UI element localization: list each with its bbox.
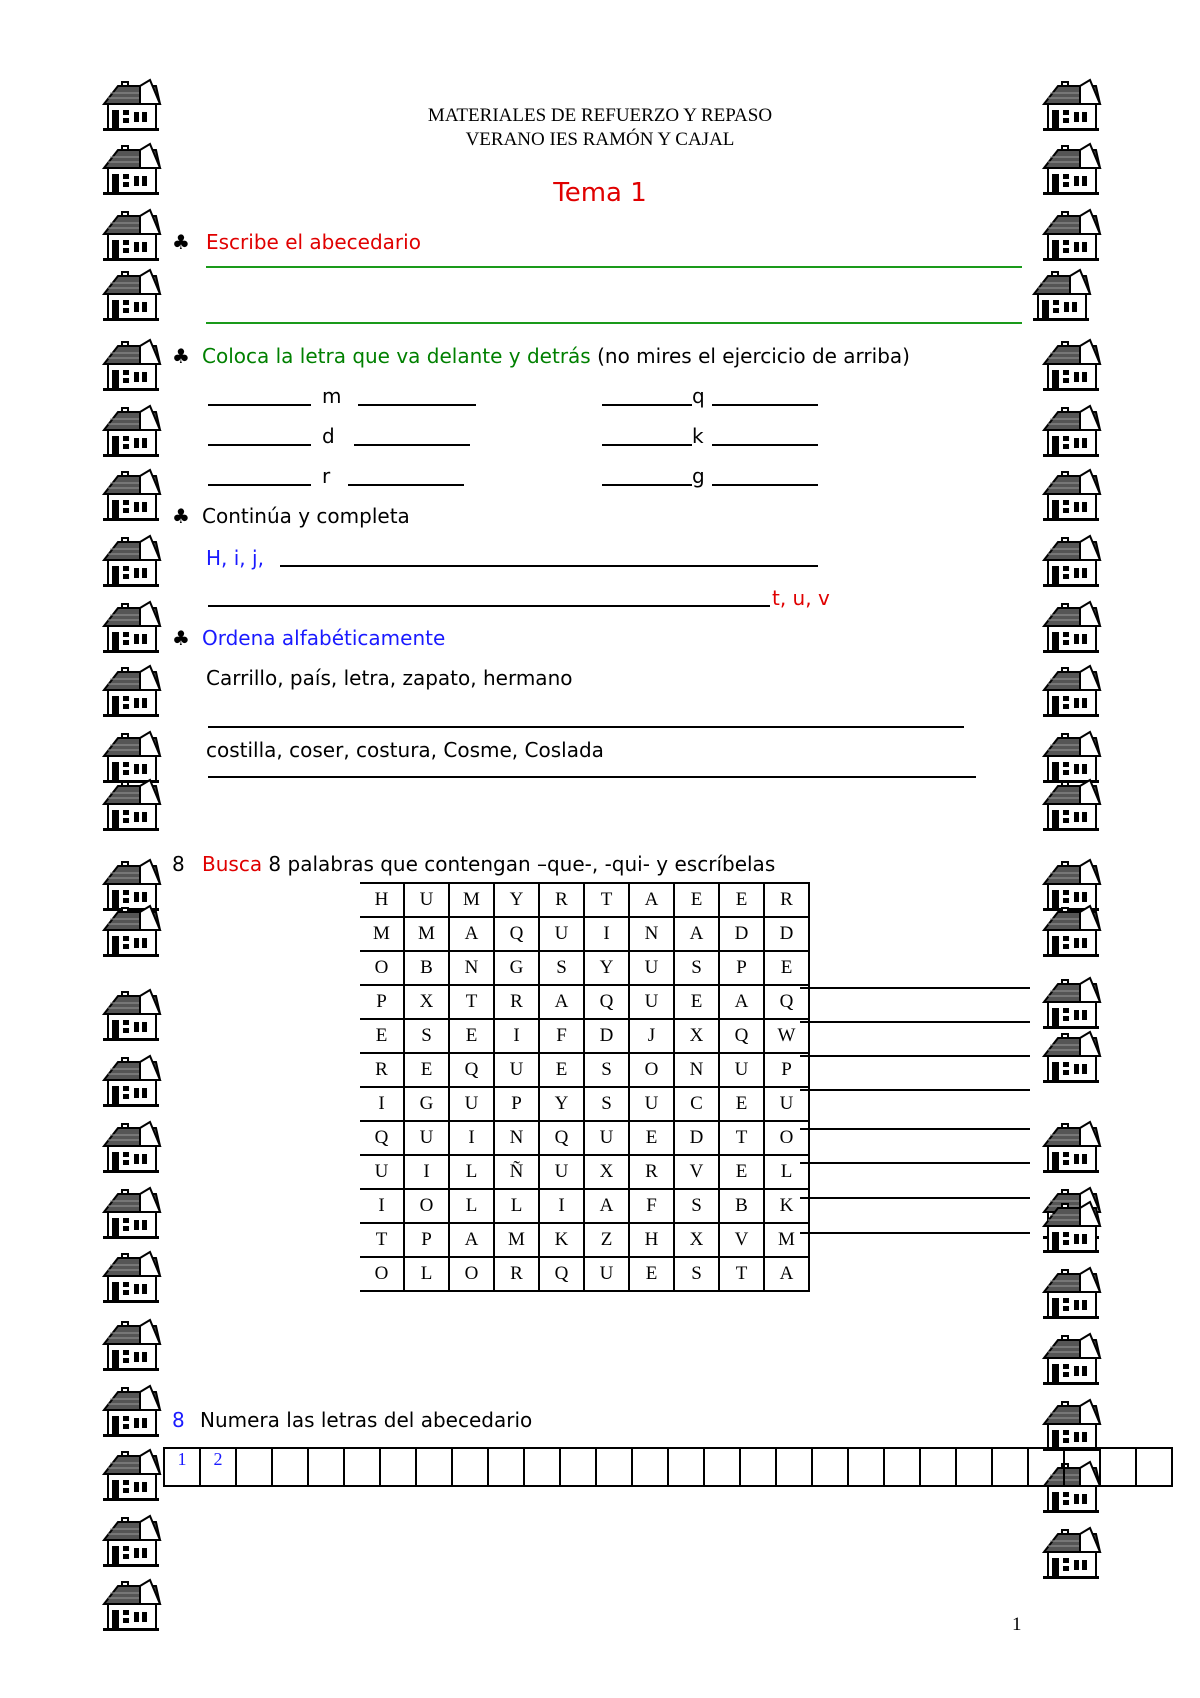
- grid-cell[interactable]: T: [719, 1121, 764, 1155]
- header-line2: VERANO IES RAMÓN Y CAJAL: [465, 129, 735, 150]
- grid-cell[interactable]: S: [584, 1087, 629, 1121]
- grid-cell[interactable]: U: [629, 1087, 674, 1121]
- house-icon: [1040, 468, 1102, 524]
- grid-cell[interactable]: T: [719, 1257, 764, 1291]
- house-icon: [1040, 1266, 1102, 1322]
- grid-cell[interactable]: U: [404, 883, 449, 917]
- grid-cell[interactable]: U: [449, 1087, 494, 1121]
- grid-cell[interactable]: P: [719, 951, 764, 985]
- grid-cell[interactable]: D: [674, 1121, 719, 1155]
- grid-cell[interactable]: N: [674, 1053, 719, 1087]
- ex2-note: (no mires el ejercicio de arriba): [597, 344, 910, 368]
- grid-cell[interactable]: H: [360, 883, 404, 917]
- ex2-blank-before-r3[interactable]: [602, 484, 692, 486]
- grid-row: [360, 1019, 809, 1053]
- grid-cell[interactable]: E: [449, 1019, 494, 1053]
- ex4-line-1[interactable]: [208, 726, 964, 728]
- grid-cell[interactable]: F: [539, 1019, 584, 1053]
- house-icon: [100, 904, 162, 960]
- grid-cell[interactable]: A: [584, 1189, 629, 1223]
- grid-cell[interactable]: I: [584, 917, 629, 951]
- grid-row: [360, 1053, 809, 1087]
- ex2-blank-before-2[interactable]: [208, 444, 311, 446]
- grid-cell[interactable]: E: [674, 883, 719, 917]
- ex3-title: Continúa y completa: [202, 504, 410, 528]
- house-icon: [1040, 404, 1102, 460]
- ex2-blank-after-2[interactable]: [354, 444, 470, 446]
- alphabet-number-cell[interactable]: [703, 1447, 741, 1487]
- ex2-letter-left-2: d: [322, 424, 335, 448]
- grid-cell[interactable]: M: [360, 917, 404, 951]
- bullet-icon: ♣: [172, 344, 190, 368]
- ex5-keyword: Busca: [202, 852, 263, 876]
- ex2-letter-right-2: k: [692, 424, 704, 448]
- alphabet-number-cell[interactable]: [559, 1447, 597, 1487]
- grid-cell[interactable]: Q: [719, 1019, 764, 1053]
- grid-cell[interactable]: E: [360, 1019, 404, 1053]
- ex5-answer-line-3[interactable]: [800, 1055, 1030, 1057]
- grid-cell[interactable]: E: [719, 883, 764, 917]
- ex2-blank-after-3[interactable]: [348, 484, 464, 486]
- house-icon: [1040, 1526, 1102, 1582]
- grid-cell[interactable]: S: [674, 951, 719, 985]
- bullet-icon: ♣: [172, 504, 190, 528]
- grid-cell[interactable]: Q: [539, 1257, 584, 1291]
- house-icon: [100, 1514, 162, 1570]
- alphabet-number-row: [165, 1447, 1173, 1487]
- grid-row: [360, 917, 809, 951]
- alphabet-number-cell[interactable]: [379, 1447, 417, 1487]
- grid-cell[interactable]: O: [449, 1257, 494, 1291]
- grid-cell[interactable]: U: [719, 1053, 764, 1087]
- house-icon: [100, 778, 162, 834]
- grid-cell[interactable]: Y: [494, 883, 539, 917]
- grid-cell[interactable]: K: [539, 1223, 584, 1257]
- house-icon: [1040, 904, 1102, 960]
- house-icon: [1040, 208, 1102, 264]
- grid-cell[interactable]: O: [629, 1053, 674, 1087]
- ex1-line-1[interactable]: [206, 266, 1022, 268]
- alphabet-number-cell[interactable]: [415, 1447, 453, 1487]
- grid-cell[interactable]: R: [494, 985, 539, 1019]
- grid-cell[interactable]: I: [539, 1189, 584, 1223]
- grid-row: [360, 1223, 809, 1257]
- alphabet-number-cell[interactable]: [919, 1447, 957, 1487]
- grid-cell[interactable]: M: [404, 917, 449, 951]
- grid-cell[interactable]: O: [764, 1121, 809, 1155]
- alphabet-number-cell[interactable]: [739, 1447, 777, 1487]
- grid-cell[interactable]: C: [674, 1087, 719, 1121]
- ex5-answer-line-8[interactable]: [800, 1232, 1030, 1234]
- grid-cell[interactable]: Q: [449, 1053, 494, 1087]
- house-icon: [1040, 1200, 1102, 1256]
- grid-cell[interactable]: D: [719, 917, 764, 951]
- ex4-title: Ordena alfabéticamente: [202, 626, 446, 650]
- grid-cell[interactable]: N: [629, 917, 674, 951]
- house-icon: [100, 208, 162, 264]
- grid-cell[interactable]: S: [584, 1053, 629, 1087]
- grid-cell[interactable]: U: [360, 1155, 404, 1189]
- grid-cell[interactable]: X: [404, 985, 449, 1019]
- alphabet-number-cell[interactable]: [523, 1447, 561, 1487]
- alphabet-number-cell[interactable]: [235, 1447, 273, 1487]
- alphabet-number-cell[interactable]: [883, 1447, 921, 1487]
- grid-cell[interactable]: E: [539, 1053, 584, 1087]
- grid-cell[interactable]: Ñ: [494, 1155, 539, 1189]
- ex2-blank-before-3[interactable]: [208, 484, 311, 486]
- house-icon: [1040, 1398, 1102, 1454]
- house-icon: [1040, 1030, 1102, 1086]
- ex5-number: 8: [172, 852, 185, 876]
- grid-cell[interactable]: I: [449, 1121, 494, 1155]
- grid-cell[interactable]: P: [764, 1053, 809, 1087]
- ex2-letter-left-1: m: [322, 384, 342, 408]
- house-icon: [100, 664, 162, 720]
- grid-cell[interactable]: U: [629, 951, 674, 985]
- house-icon: [100, 1250, 162, 1306]
- house-icon: [1040, 600, 1102, 656]
- grid-cell[interactable]: I: [360, 1087, 404, 1121]
- house-icon: [100, 1578, 162, 1634]
- grid-cell[interactable]: M: [494, 1223, 539, 1257]
- alphabet-number-cell[interactable]: [955, 1447, 993, 1487]
- house-icon: [100, 268, 162, 324]
- grid-cell[interactable]: U: [764, 1087, 809, 1121]
- house-icon: [1040, 1120, 1102, 1176]
- grid-row: [360, 1121, 809, 1155]
- grid-cell[interactable]: N: [449, 951, 494, 985]
- grid-cell[interactable]: Z: [584, 1223, 629, 1257]
- ex5-rest: 8 palabras que contengan –que-, -qui- y escríbelas: [262, 852, 776, 876]
- grid-cell[interactable]: I: [404, 1155, 449, 1189]
- house-icon: [100, 1384, 162, 1440]
- ex3-start: H, i, j,: [206, 546, 264, 570]
- grid-cell[interactable]: E: [764, 951, 809, 985]
- grid-cell[interactable]: U: [629, 985, 674, 1019]
- grid-cell[interactable]: L: [404, 1257, 449, 1291]
- grid-cell[interactable]: U: [584, 1257, 629, 1291]
- ex2-letter-left-3: r: [322, 464, 331, 488]
- grid-row: [360, 1189, 809, 1223]
- alphabet-number-cell[interactable]: [1135, 1447, 1173, 1487]
- grid-cell[interactable]: N: [494, 1121, 539, 1155]
- grid-cell[interactable]: E: [719, 1087, 764, 1121]
- grid-cell[interactable]: L: [494, 1189, 539, 1223]
- house-icon: [100, 1120, 162, 1176]
- ex2-blank-after-r3[interactable]: [712, 484, 818, 486]
- ex2-blank-before-r2[interactable]: [602, 444, 692, 446]
- ex5-answer-line-2[interactable]: [800, 1021, 1030, 1023]
- grid-cell[interactable]: R: [629, 1155, 674, 1189]
- alphabet-number-cell[interactable]: [451, 1447, 489, 1487]
- grid-cell[interactable]: S: [539, 951, 584, 985]
- grid-cell[interactable]: A: [449, 917, 494, 951]
- ex2-blank-after-1[interactable]: [358, 404, 476, 406]
- grid-cell[interactable]: X: [674, 1019, 719, 1053]
- grid-cell[interactable]: S: [404, 1019, 449, 1053]
- house-icon: [1040, 534, 1102, 590]
- ex6-title: Numera las letras del abecedario: [200, 1408, 533, 1432]
- ex2-letter-right-1: q: [692, 384, 705, 408]
- alphabet-number-cell[interactable]: [307, 1447, 345, 1487]
- bullet-icon: ♣: [172, 626, 190, 650]
- grid-cell[interactable]: R: [360, 1053, 404, 1087]
- grid-cell[interactable]: B: [404, 951, 449, 985]
- ex5-answer-line-4[interactable]: [800, 1089, 1030, 1091]
- grid-cell[interactable]: R: [539, 883, 584, 917]
- grid-cell[interactable]: H: [629, 1223, 674, 1257]
- grid-cell[interactable]: J: [629, 1019, 674, 1053]
- ex3-line-1[interactable]: [280, 565, 818, 567]
- grid-cell[interactable]: W: [764, 1019, 809, 1053]
- grid-cell[interactable]: E: [719, 1155, 764, 1189]
- ex4-list-2: costilla, coser, costura, Cosme, Coslada: [206, 738, 604, 762]
- alphabet-number-cell[interactable]: 2: [199, 1447, 237, 1487]
- grid-row: [360, 951, 809, 985]
- tema-title: Tema 1: [553, 178, 647, 208]
- grid-cell[interactable]: O: [404, 1189, 449, 1223]
- grid-cell[interactable]: T: [584, 883, 629, 917]
- grid-cell[interactable]: U: [494, 1053, 539, 1087]
- grid-cell[interactable]: A: [629, 883, 674, 917]
- house-icon: [100, 404, 162, 460]
- ex2-blank-after-r1[interactable]: [712, 404, 818, 406]
- ex2-blank-after-r2[interactable]: [712, 444, 818, 446]
- grid-cell[interactable]: R: [494, 1257, 539, 1291]
- grid-cell[interactable]: V: [674, 1155, 719, 1189]
- alphabet-number-cell[interactable]: [667, 1447, 705, 1487]
- ex5-answer-line-7[interactable]: [800, 1197, 1030, 1199]
- alphabet-number-cell[interactable]: [343, 1447, 381, 1487]
- grid-cell[interactable]: I: [494, 1019, 539, 1053]
- grid-cell[interactable]: A: [539, 985, 584, 1019]
- grid-cell[interactable]: A: [674, 917, 719, 951]
- house-icon: [1040, 338, 1102, 394]
- grid-row: [360, 1087, 809, 1121]
- grid-cell[interactable]: E: [629, 1121, 674, 1155]
- grid-cell[interactable]: A: [764, 1257, 809, 1291]
- house-icon: [100, 1186, 162, 1242]
- alphabet-number-cell[interactable]: [1099, 1447, 1137, 1487]
- alphabet-number-cell[interactable]: [775, 1447, 813, 1487]
- grid-cell[interactable]: L: [449, 1155, 494, 1189]
- grid-cell[interactable]: A: [449, 1223, 494, 1257]
- house-icon: [100, 988, 162, 1044]
- ex5-answer-line-1[interactable]: [800, 987, 1030, 989]
- header-line1: MATERIALES DE REFUERZO Y REPASO: [427, 105, 773, 126]
- grid-cell[interactable]: D: [764, 917, 809, 951]
- grid-cell[interactable]: U: [404, 1121, 449, 1155]
- ex2-heading: [202, 344, 910, 368]
- ex2-letter-right-3: g: [692, 464, 705, 488]
- house-icon: [100, 468, 162, 524]
- grid-cell[interactable]: V: [719, 1223, 764, 1257]
- ex5-answer-line-6[interactable]: [800, 1162, 1030, 1164]
- house-icon: [100, 338, 162, 394]
- grid-cell[interactable]: A: [719, 985, 764, 1019]
- ex3-end: t, u, v: [772, 586, 830, 610]
- alphabet-number-cell[interactable]: [1063, 1447, 1101, 1487]
- grid-cell[interactable]: U: [539, 917, 584, 951]
- ex5-heading: [202, 852, 775, 876]
- grid-cell[interactable]: S: [674, 1257, 719, 1291]
- house-icon: [1040, 1332, 1102, 1388]
- grid-cell[interactable]: Q: [584, 985, 629, 1019]
- grid-cell[interactable]: L: [449, 1189, 494, 1223]
- ex3-line-2[interactable]: [208, 605, 770, 607]
- page-number: 1: [1012, 1614, 1022, 1635]
- ex6-number: 8: [172, 1408, 185, 1432]
- alphabet-number-cell[interactable]: [811, 1447, 849, 1487]
- grid-row: [360, 1257, 809, 1291]
- grid-cell[interactable]: I: [360, 1189, 404, 1223]
- bullet-icon: ♣: [172, 230, 190, 254]
- grid-cell[interactable]: O: [360, 1257, 404, 1291]
- grid-cell[interactable]: Y: [584, 951, 629, 985]
- alphabet-number-cell[interactable]: [847, 1447, 885, 1487]
- grid-cell[interactable]: U: [539, 1155, 584, 1189]
- grid-cell[interactable]: Q: [360, 1121, 404, 1155]
- grid-cell[interactable]: R: [764, 883, 809, 917]
- house-icon: [100, 1448, 162, 1504]
- ex1-title: Escribe el abecedario: [206, 230, 421, 254]
- grid-cell[interactable]: E: [629, 1257, 674, 1291]
- grid-row: [360, 985, 809, 1019]
- grid-cell[interactable]: X: [584, 1155, 629, 1189]
- ex5-answer-line-5[interactable]: [800, 1128, 1030, 1130]
- grid-cell[interactable]: G: [404, 1087, 449, 1121]
- ex2-blank-before-r1[interactable]: [602, 404, 692, 406]
- grid-cell[interactable]: K: [764, 1189, 809, 1223]
- grid-cell[interactable]: T: [449, 985, 494, 1019]
- grid-cell[interactable]: P: [360, 985, 404, 1019]
- ex4-list-1: Carrillo, país, letra, zapato, hermano: [206, 666, 573, 690]
- grid-cell[interactable]: U: [584, 1121, 629, 1155]
- word-search-grid[interactable]: [360, 882, 810, 1292]
- alphabet-number-cell[interactable]: [271, 1447, 309, 1487]
- grid-cell[interactable]: E: [674, 985, 719, 1019]
- ex1-line-2[interactable]: [206, 322, 1022, 324]
- alphabet-number-cell[interactable]: [595, 1447, 633, 1487]
- alphabet-number-cell[interactable]: [631, 1447, 669, 1487]
- alphabet-number-cell[interactable]: [1027, 1447, 1065, 1487]
- ex2-blank-before-1[interactable]: [208, 404, 311, 406]
- ex4-line-2[interactable]: [208, 776, 976, 778]
- house-icon: [100, 534, 162, 590]
- house-icon: [1040, 778, 1102, 834]
- grid-cell[interactable]: S: [674, 1189, 719, 1223]
- grid-cell[interactable]: M: [764, 1223, 809, 1257]
- grid-cell[interactable]: T: [360, 1223, 404, 1257]
- house-icon: [1040, 664, 1102, 720]
- grid-cell[interactable]: G: [494, 951, 539, 985]
- grid-cell[interactable]: P: [494, 1087, 539, 1121]
- grid-cell[interactable]: B: [719, 1189, 764, 1223]
- grid-cell[interactable]: E: [404, 1053, 449, 1087]
- alphabet-number-cell[interactable]: [487, 1447, 525, 1487]
- grid-cell[interactable]: Y: [539, 1087, 584, 1121]
- grid-cell[interactable]: Q: [494, 917, 539, 951]
- house-icon: [1040, 976, 1102, 1032]
- grid-cell[interactable]: Q: [539, 1121, 584, 1155]
- alphabet-number-cell[interactable]: 1: [163, 1447, 201, 1487]
- grid-cell[interactable]: O: [360, 951, 404, 985]
- grid-cell[interactable]: D: [584, 1019, 629, 1053]
- grid-cell[interactable]: X: [674, 1223, 719, 1257]
- house-icon: [100, 1054, 162, 1110]
- grid-cell[interactable]: F: [629, 1189, 674, 1223]
- grid-cell[interactable]: M: [449, 883, 494, 917]
- grid-row: [360, 883, 809, 917]
- grid-row: [360, 1155, 809, 1189]
- house-icon: [1030, 268, 1092, 324]
- grid-cell[interactable]: L: [764, 1155, 809, 1189]
- house-icon: [100, 1318, 162, 1374]
- ex2-title: Coloca la letra que va delante y detrás: [202, 344, 591, 368]
- alphabet-number-cell[interactable]: [991, 1447, 1029, 1487]
- grid-cell[interactable]: Q: [764, 985, 809, 1019]
- grid-cell[interactable]: P: [404, 1223, 449, 1257]
- house-icon: [100, 600, 162, 656]
